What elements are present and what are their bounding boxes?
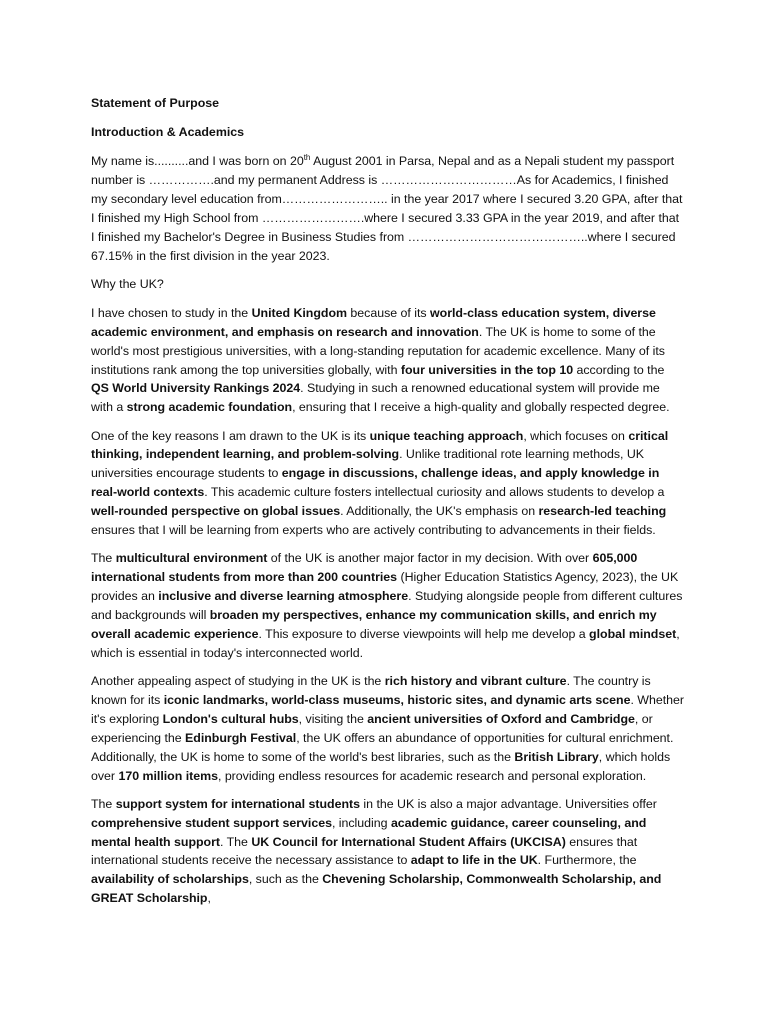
bold-text-run: 170 million items xyxy=(118,768,218,783)
text-run: , providing endless resources for academic research and personal exploration. xyxy=(217,768,647,783)
paragraph-history-culture xyxy=(91,672,684,785)
text-run: , ensuring that I receive a high-quality and globally respected degree. xyxy=(292,400,670,415)
text-run: in the UK is also a major advantage. Universities offer xyxy=(360,796,657,811)
text-run: , visiting the xyxy=(298,711,368,726)
superscript-text: th xyxy=(303,153,311,163)
paragraph-teaching-approach xyxy=(91,427,684,540)
bold-text-run: unique teaching approach xyxy=(369,428,524,443)
text-run: August 2001 in Parsa, Nepal and as a Nepali student my passport number is …………….and my permanent Address is ……………………………As for Academics, I finished my secondary level education from…………………….. in the year 2017 where I secured 3.20 GPA, after that I finished my High School from …………………….where I secured 3.33 GPA in the year 2019, and after that I finished my Bachelor's Degree in Business Studies from ……………………………………..where I secured 67.15% in the first division in the year 2023. xyxy=(91,154,683,263)
text-run: . The xyxy=(220,834,252,849)
text-run: , including xyxy=(331,815,391,830)
text-run: . The UK is home to some of the world's most prestigious universities, with a long-standing reputation for academic excellence. Many of its institutions rank among the top universities globally, with xyxy=(91,324,665,377)
text-run: The xyxy=(91,796,116,811)
bold-text-run: London's cultural hubs xyxy=(162,711,299,726)
bold-text-run: QS World University Rankings 2024 xyxy=(91,381,301,396)
text-run: . Unlike traditional rote learning methods, UK universities encourage students to xyxy=(91,447,645,481)
text-run: , or experiencing the xyxy=(91,711,653,745)
bold-text-run: broaden my perspectives, enhance my communication skills, and enrich my overall academic experience xyxy=(91,608,657,641)
text-run: . Whether it's exploring xyxy=(91,692,684,726)
text-run: , such as the xyxy=(248,872,323,887)
bold-text-run: Chevening Scholarship, Commonwealth Scholarship, and GREAT Scholarship xyxy=(91,872,662,906)
section-heading-introduction: Introduction & Academics xyxy=(91,124,245,139)
paragraph-student-support xyxy=(91,795,684,908)
bold-text-run: rich history and vibrant culture xyxy=(384,674,567,689)
text-run: because of its xyxy=(347,305,431,320)
bold-text-run: iconic landmarks, world-class museums, historic sites, and dynamic arts scene xyxy=(163,692,631,707)
bold-text-run: four universities in the top 10 xyxy=(400,362,574,377)
bold-text-run: engage in discussions, challenge ideas, and apply knowledge in real-world contexts xyxy=(91,466,660,500)
text-run: . Additionally, the UK's emphasis on xyxy=(340,504,539,519)
paragraph-multicultural-environment xyxy=(91,549,684,662)
bold-text-run: availability of scholarships xyxy=(91,872,249,887)
text-run: (Higher Education Statistics Agency, 2023), the UK provides an xyxy=(91,570,679,604)
text-run: , the UK offers an abundance of opportunities for cultural enrichment. Additionally, the UK is home to some of the world's best libraries, such as the xyxy=(91,730,674,764)
text-run: . This academic culture fosters intellectual curiosity and allows students to develop a xyxy=(204,485,665,500)
bold-text-run: academic guidance, career counseling, and mental health support xyxy=(91,815,647,849)
text-run: ensures that international students receive the necessary assistance to xyxy=(91,834,638,868)
paragraph-education-system xyxy=(91,304,684,417)
bold-text-run: inclusive and diverse learning atmosphere xyxy=(158,589,409,604)
text-run: My name is..........and I was born on 20 xyxy=(91,154,304,169)
bold-text-run: well-rounded perspective on global issues xyxy=(91,504,341,519)
text-run: according to the xyxy=(573,362,665,377)
text-run: , which holds over xyxy=(91,749,671,783)
text-run: . The country is known for its xyxy=(91,674,651,707)
bold-text-run: Edinburgh Festival xyxy=(185,730,297,745)
bold-text-run: multicultural environment xyxy=(115,551,268,566)
why-uk-heading: Why the UK? xyxy=(91,276,164,291)
text-run: . Furthermore, the xyxy=(537,853,637,868)
text-run: One of the key reasons I am drawn to the UK is its xyxy=(91,428,370,443)
bold-text-run: world-class education system, diverse academic environment, and emphasis on research and innovation xyxy=(91,305,656,339)
text-run: , xyxy=(207,891,211,906)
bold-text-run: critical thinking, independent learning, and problem-solving xyxy=(91,428,669,462)
text-run: I have chosen to study in the xyxy=(91,305,252,320)
text-run: . Studying in such a renowned educational system will provide me with a xyxy=(91,381,660,415)
document-title: Statement of Purpose xyxy=(91,96,220,110)
text-run: , which focuses on xyxy=(523,428,629,443)
bold-text-run: adapt to life in the UK xyxy=(410,853,538,868)
bold-text-run: research-led teaching xyxy=(538,504,667,519)
text-run: , which is essential in today's interconnected world. xyxy=(91,626,680,660)
text-run: ensures that I will be learning from experts who are actively contributing to advancements in their fields. xyxy=(91,523,656,538)
bold-text-run: global mindset xyxy=(589,626,677,641)
text-run: Another appealing aspect of studying in the UK is the xyxy=(91,674,385,689)
text-run: . This exposure to diverse viewpoints will help me develop a xyxy=(258,626,590,641)
paragraph-introduction xyxy=(91,152,684,265)
bold-text-run: British Library xyxy=(514,749,599,764)
bold-text-run: comprehensive student support services xyxy=(91,815,332,830)
bold-text-run: 605,000 international students from more than 200 countries xyxy=(91,551,638,585)
bold-text-run: United Kingdom xyxy=(251,305,347,320)
bold-text-run: ancient universities of Oxford and Cambridge xyxy=(367,711,635,726)
text-run: of the UK is another major factor in my decision. With over xyxy=(267,551,593,566)
text-run: . Studying alongside people from different cultures and backgrounds will xyxy=(91,589,683,623)
bold-text-run: strong academic foundation xyxy=(126,400,293,415)
bold-text-run: support system for international students xyxy=(115,796,360,811)
text-run: The xyxy=(91,551,116,566)
bold-text-run: UK Council for International Student Affairs (UKCISA) xyxy=(251,834,566,849)
